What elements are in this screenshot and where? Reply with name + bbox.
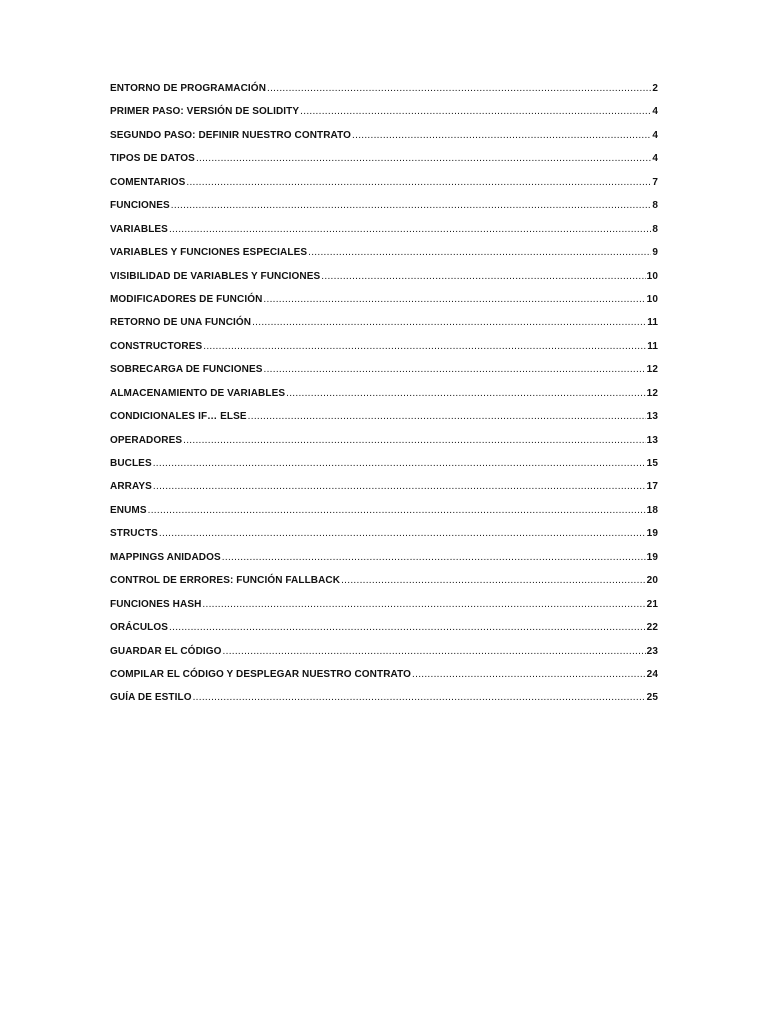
toc-entry[interactable] <box>110 271 658 294</box>
toc-dot-leader <box>203 341 646 352</box>
toc-entry-page-number: 11 <box>647 340 658 352</box>
toc-entry-page-number: 22 <box>646 622 658 634</box>
toc-entry-page-number: 2 <box>652 83 658 94</box>
toc-entry-title: SOBRECARGA DE FUNCIONES <box>110 364 263 376</box>
toc-entry-title: MAPPINGS ANIDADOS <box>110 551 221 563</box>
toc-entry-page-number: 21 <box>646 598 658 610</box>
toc-entry-title: COMPILAR EL CÓDIGO Y DESPLEGAR NUESTRO CONTRATO <box>110 668 412 680</box>
toc-dot-leader <box>153 458 646 469</box>
toc-dot-leader <box>159 528 646 539</box>
toc-dot-leader <box>196 153 651 164</box>
table-of-contents <box>110 83 658 716</box>
toc-dot-leader <box>148 505 646 516</box>
toc-entry-page-number: 12 <box>646 387 658 399</box>
toc-dot-leader <box>352 130 651 141</box>
toc-dot-leader <box>202 599 645 610</box>
toc-entry[interactable] <box>110 341 658 364</box>
toc-entry-page-number: 13 <box>646 434 658 446</box>
toc-dot-leader <box>193 692 646 703</box>
toc-entry-page-number: 23 <box>646 645 658 657</box>
toc-entry[interactable] <box>110 528 658 551</box>
toc-dot-leader <box>412 669 646 680</box>
toc-entry[interactable] <box>110 153 658 176</box>
toc-entry[interactable] <box>110 130 658 153</box>
toc-entry-title: VISIBILIDAD DE VARIABLES Y FUNCIONES <box>110 270 321 282</box>
toc-dot-leader <box>222 552 646 563</box>
toc-dot-leader <box>252 317 646 328</box>
toc-entry-title: COMENTARIOS <box>110 176 186 188</box>
toc-entry-title: ARRAYS <box>110 481 152 493</box>
toc-entry[interactable] <box>110 552 658 575</box>
toc-entry-page-number: 20 <box>646 575 658 587</box>
toc-dot-leader <box>264 364 646 375</box>
toc-entry-page-number: 4 <box>652 129 658 141</box>
toc-dot-leader <box>308 247 651 258</box>
toc-entry[interactable] <box>110 411 658 434</box>
toc-entry[interactable] <box>110 224 658 247</box>
toc-entry-page-number: 25 <box>646 692 658 704</box>
toc-entry-page-number: 10 <box>646 270 658 282</box>
toc-entry-page-number: 8 <box>652 223 658 235</box>
toc-entry[interactable] <box>110 646 658 669</box>
toc-dot-leader <box>341 575 646 586</box>
toc-dot-leader <box>169 622 646 633</box>
toc-entry-title: STRUCTS <box>110 528 158 540</box>
toc-dot-leader <box>267 83 651 94</box>
toc-entry[interactable] <box>110 599 658 622</box>
toc-entry-title: SEGUNDO PASO: DEFINIR NUESTRO CONTRATO <box>110 129 352 141</box>
toc-entry[interactable] <box>110 692 658 715</box>
toc-dot-leader <box>263 294 645 305</box>
toc-entry-title: OPERADORES <box>110 434 183 446</box>
toc-entry-title: CONTROL DE ERRORES: FUNCIÓN FALLBACK <box>110 575 341 587</box>
toc-entry-title: CONSTRUCTORES <box>110 340 203 352</box>
toc-dot-leader <box>223 646 646 657</box>
toc-entry-page-number: 7 <box>652 176 658 188</box>
toc-entry-page-number: 13 <box>646 411 658 423</box>
toc-entry-page-number: 11 <box>647 317 658 329</box>
toc-entry[interactable] <box>110 247 658 270</box>
toc-entry[interactable] <box>110 575 658 598</box>
toc-entry[interactable] <box>110 388 658 411</box>
toc-entry-title: ENUMS <box>110 504 147 516</box>
toc-entry-page-number: 19 <box>646 551 658 563</box>
toc-entry[interactable] <box>110 177 658 200</box>
toc-dot-leader <box>186 177 651 188</box>
toc-dot-leader <box>286 388 646 399</box>
toc-entry-title: CONDICIONALES IF… ELSE <box>110 411 247 423</box>
toc-entry-page-number: 17 <box>646 481 658 493</box>
toc-dot-leader <box>171 200 652 211</box>
toc-entry-title: VARIABLES Y FUNCIONES ESPECIALES <box>110 247 308 259</box>
toc-entry[interactable] <box>110 106 658 129</box>
toc-entry-title: VARIABLES <box>110 223 168 235</box>
toc-entry-title: FUNCIONES <box>110 200 170 212</box>
toc-entry-title: ALMACENAMIENTO DE VARIABLES <box>110 387 286 399</box>
toc-dot-leader <box>248 411 646 422</box>
toc-entry-title: GUARDAR EL CÓDIGO <box>110 645 222 657</box>
toc-entry[interactable] <box>110 200 658 223</box>
toc-entry-title: ORÁCULOS <box>110 622 169 634</box>
toc-entry[interactable] <box>110 364 658 387</box>
toc-entry-page-number: 18 <box>646 504 658 516</box>
toc-dot-leader <box>153 481 646 492</box>
toc-entry-page-number: 4 <box>652 106 658 118</box>
toc-entry-page-number: 8 <box>652 200 658 212</box>
toc-entry-page-number: 24 <box>646 668 658 680</box>
toc-entry[interactable] <box>110 505 658 528</box>
toc-entry-title: MODIFICADORES DE FUNCIÓN <box>110 293 263 305</box>
toc-entry-title: RETORNO DE UNA FUNCIÓN <box>110 317 252 329</box>
toc-entry-page-number: 10 <box>646 293 658 305</box>
toc-entry[interactable] <box>110 435 658 458</box>
toc-entry-page-number: 15 <box>646 458 658 469</box>
toc-entry-page-number: 19 <box>646 528 658 540</box>
toc-entry-title: BUCLES <box>110 458 152 469</box>
toc-dot-leader <box>183 435 646 446</box>
toc-entry[interactable] <box>110 669 658 692</box>
toc-entry[interactable] <box>110 481 658 504</box>
toc-entry-title: ENTORNO DE PROGRAMACIÓN <box>110 83 267 94</box>
toc-entry-title: PRIMER PASO: VERSIÓN DE SOLIDITY <box>110 106 300 118</box>
toc-entry[interactable] <box>110 294 658 317</box>
toc-entry[interactable] <box>110 622 658 645</box>
toc-dot-leader <box>300 106 651 117</box>
toc-entry-title: FUNCIONES HASH <box>110 598 202 610</box>
toc-entry[interactable] <box>110 317 658 340</box>
toc-entry-page-number: 9 <box>652 247 658 259</box>
toc-entry-title: TIPOS DE DATOS <box>110 153 195 165</box>
toc-entry[interactable] <box>110 458 658 481</box>
toc-entry-page-number: 12 <box>646 364 658 376</box>
toc-dot-leader <box>321 271 645 282</box>
toc-entry-page-number: 4 <box>652 153 658 165</box>
toc-entry[interactable] <box>110 83 658 106</box>
toc-dot-leader <box>169 224 651 235</box>
toc-entry-title: GUÍA DE ESTILO <box>110 692 192 704</box>
